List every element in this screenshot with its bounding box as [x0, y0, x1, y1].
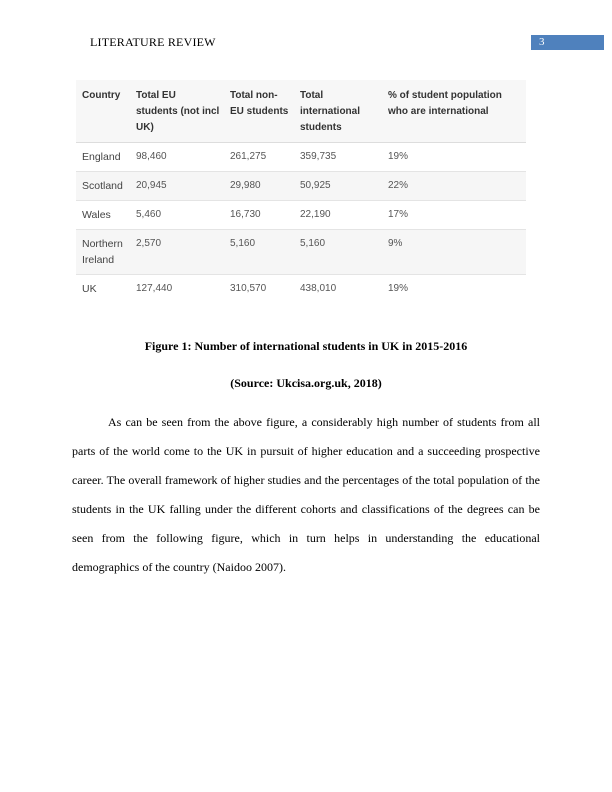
- table-cell: 2,570: [130, 230, 224, 275]
- table-cell: 359,735: [294, 143, 382, 172]
- table-cell: Scotland: [76, 172, 130, 201]
- table-cell: 261,275: [224, 143, 294, 172]
- table-cell: 20,945: [130, 172, 224, 201]
- figure-source: (Source: Ukcisa.org.uk, 2018): [230, 376, 382, 390]
- table-cell: 22%: [382, 172, 526, 201]
- column-header: Country: [76, 80, 130, 143]
- table-row: [76, 275, 526, 304]
- table-cell: England: [76, 143, 130, 172]
- column-header: % of student population who are international: [382, 80, 526, 143]
- table-cell: 438,010: [300, 283, 337, 294]
- table-row: [76, 230, 526, 275]
- table-row: [76, 172, 526, 201]
- column-header: Total non-EU students: [224, 80, 294, 143]
- table-row: [76, 143, 526, 172]
- page-number: 3: [531, 35, 604, 50]
- table-cell: 127,440: [136, 283, 173, 294]
- column-header: Total international students: [294, 80, 382, 143]
- column-header: Total EU students (not incl UK): [130, 80, 224, 143]
- table-cell: 5,160: [294, 230, 382, 275]
- international-students-table: [76, 80, 526, 303]
- table-cell: 29,980: [224, 172, 294, 201]
- table-cell: Wales: [76, 201, 130, 230]
- table-cell: 98,460: [130, 143, 224, 172]
- body-paragraph: As can be seen from the above figure, a considerably high number of students from all parts of the world come to the UK in pursuit of higher education and a succeeding prospective career. The overall framework of higher studies and the percentages of the total population of the students in the UK falling under the different cohorts and classifications of the degrees can be seen from the following figure, which in turn helps in understanding the educational demographics of the country (Naidoo 2007).: [72, 415, 540, 574]
- data-table: [76, 80, 526, 303]
- table-cell: 310,570: [230, 283, 267, 294]
- table-cell: 17%: [382, 201, 526, 230]
- table-cell: 16,730: [224, 201, 294, 230]
- table-cell: 5,460: [130, 201, 224, 230]
- table-cell: 19%: [382, 143, 526, 172]
- table-cell: 50,925: [294, 172, 382, 201]
- table-cell: 19%: [388, 283, 409, 294]
- table-row: [76, 201, 526, 230]
- table-cell: 5,160: [224, 230, 294, 275]
- table-cell: Northern Ireland: [76, 230, 130, 275]
- table-cell: 22,190: [294, 201, 382, 230]
- running-header: LITERATURE REVIEW: [90, 35, 216, 49]
- table-cell: 9%: [382, 230, 526, 275]
- figure-caption: Figure 1: Number of international students in UK in 2015-2016: [144, 339, 468, 353]
- table-header-row: [76, 80, 526, 143]
- table-cell: UK: [82, 283, 97, 295]
